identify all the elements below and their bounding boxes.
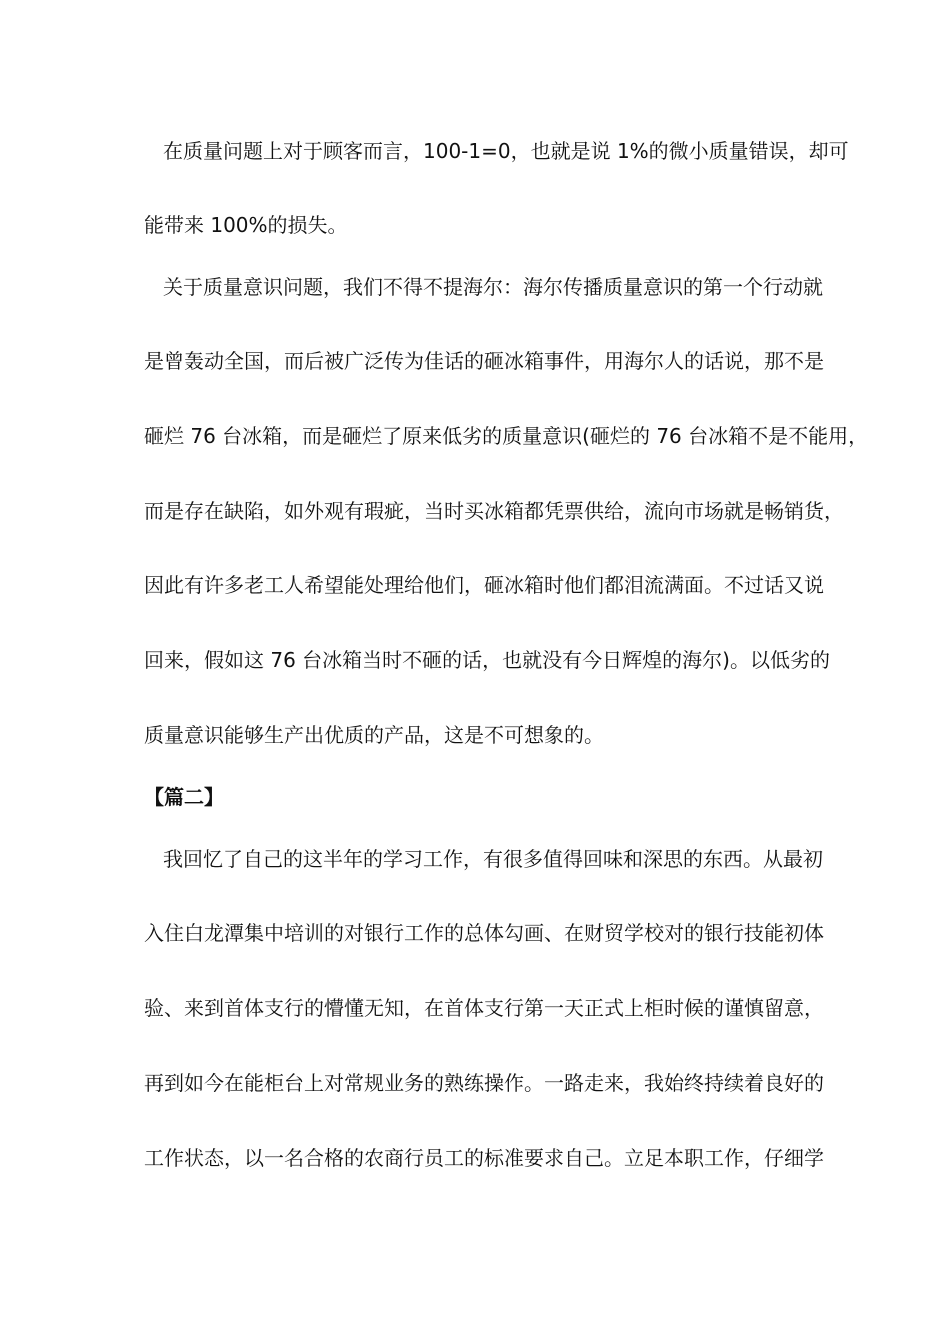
paragraph-line: 关于质量意识问题，我们不得不提海尔：海尔传播质量意识的第一个行动就 (163, 275, 823, 299)
paragraph-line: 工作状态，以一名合格的农商行员工的标准要求自己。立足本职工作，仔细学 (144, 1146, 824, 1170)
paragraph-line: 而是存在缺陷，如外观有瑕疵，当时买冰箱都凭票供给，流向市场就是畅销货， (144, 499, 844, 523)
paragraph-line: 回来，假如这 76 台冰箱当时不砸的话，也就没有今日辉煌的海尔)。以低劣的 (144, 648, 830, 672)
paragraph-line: 能带来 100%的损失。 (144, 213, 348, 237)
paragraph-line: 质量意识能够生产出优质的产品，这是不可想象的。 (144, 723, 604, 747)
paragraph-line: 我回忆了自己的这半年的学习工作，有很多值得回味和深思的东西。从最初 (163, 847, 823, 871)
paragraph-line: 是曾轰动全国，而后被广泛传为佳话的砸冰箱事件，用海尔人的话说，那不是 (144, 349, 824, 373)
paragraph-line: 再到如今在能柜台上对常规业务的熟练操作。一路走来，我始终持续着良好的 (144, 1071, 824, 1095)
paragraph-line: 因此有许多老工人希望能处理给他们，砸冰箱时他们都泪流满面。不过话又说 (144, 573, 824, 597)
paragraph-line: 砸烂 76 台冰箱，而是砸烂了原来低劣的质量意识(砸烂的 76 台冰箱不是不能用， (144, 424, 869, 448)
paragraph-line: 验、来到首体支行的懵懂无知，在首体支行第一天正式上柜时候的谨慎留意， (144, 996, 824, 1020)
section-heading: 【篇二】 (144, 785, 224, 809)
paragraph-line: 入住白龙潭集中培训的对银行工作的总体勾画、在财贸学校对的银行技能初体 (144, 921, 824, 945)
paragraph-line: 在质量问题上对于顾客而言，100-1=0，也就是说 1%的微小质量错误，却可 (163, 139, 849, 163)
